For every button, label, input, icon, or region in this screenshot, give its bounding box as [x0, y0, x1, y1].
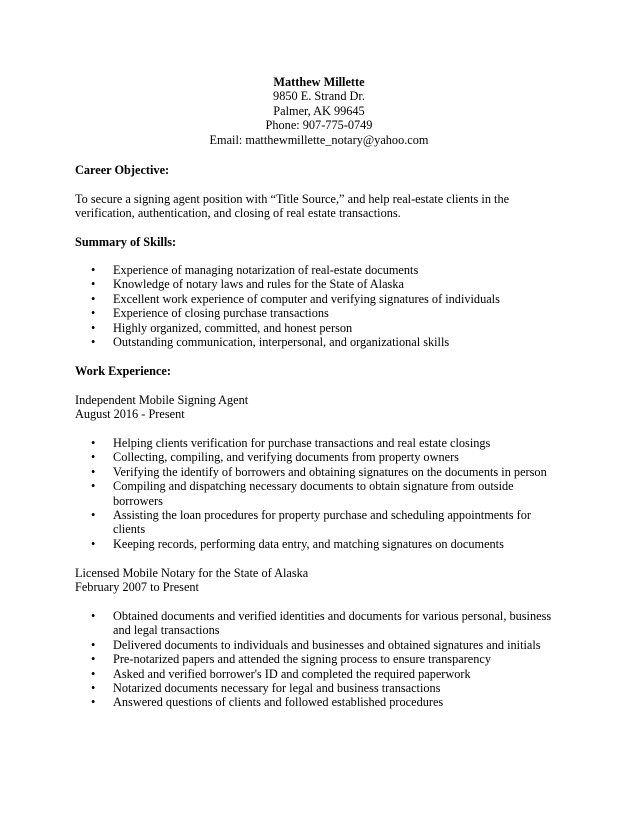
- bullet-icon: •: [91, 464, 96, 479]
- list-item: [75, 609, 565, 638]
- list-item: [75, 292, 565, 306]
- list-item: [75, 667, 565, 681]
- duty-text: Asked and verified borrower's ID and completed the required paperwork: [113, 666, 471, 681]
- duty-text: Assisting the loan procedures for property purchase and scheduling appointments for clients: [113, 508, 531, 537]
- list-item: [75, 465, 565, 479]
- list-item: [75, 306, 565, 320]
- career-objective-heading: Career Objective:: [75, 163, 170, 177]
- list-item: [75, 652, 565, 666]
- list-item: [75, 436, 565, 450]
- bullet-icon: •: [91, 436, 96, 450]
- skill-text: Excellent work experience of computer and verifying signatures of individuals: [113, 291, 500, 306]
- duty-text: Obtained documents and verified identities and documents for various personal, business and legal transactions: [113, 609, 552, 638]
- bullet-icon: •: [91, 450, 96, 465]
- skill-text: Experience of managing notarization of real-estate documents: [113, 263, 419, 277]
- email-line: Email: matthewmillette_notary@yahoo.com: [209, 132, 429, 147]
- contact-header: [0, 75, 638, 147]
- bullet-icon: •: [91, 263, 96, 277]
- list-item: [75, 335, 565, 349]
- skill-text: Highly organized, committed, and honest person: [113, 320, 353, 335]
- duty-text: Helping clients verification for purchase transactions and real estate closings: [113, 436, 491, 450]
- bullet-icon: •: [91, 666, 96, 681]
- duty-text: Answered questions of clients and followed established procedures: [113, 695, 444, 710]
- list-item: [75, 479, 565, 508]
- list-item: [75, 263, 565, 277]
- list-item: [75, 508, 565, 537]
- list-item: [75, 681, 565, 695]
- job-2-duties: [75, 609, 565, 710]
- bullet-icon: •: [91, 320, 96, 335]
- job-dates-2: February 2007 to Present: [75, 580, 199, 594]
- bullet-icon: •: [91, 637, 96, 652]
- bullet-icon: •: [91, 479, 96, 494]
- career-objective-text: To secure a signing agent position with “Title Source,” and help real-estate clients in the verification, authentication, and closing of real estate transactions.: [75, 192, 510, 221]
- duty-text: Verifying the identify of borrowers and obtaining signatures on the documents in person: [113, 464, 547, 479]
- skills-heading: Summary of Skills:: [75, 235, 177, 249]
- bullet-icon: •: [91, 681, 96, 696]
- bullet-icon: •: [91, 277, 96, 292]
- list-item: [75, 450, 565, 464]
- address-line-1: 9850 E. Strand Dr.: [273, 89, 365, 104]
- duty-text: Pre-notarized papers and attended the signing process to ensure transparency: [113, 652, 491, 667]
- list-item: [75, 537, 565, 551]
- bullet-icon: •: [91, 291, 96, 306]
- duty-text: Notarized documents necessary for legal and business transactions: [113, 681, 441, 696]
- bullet-icon: •: [91, 508, 96, 523]
- skill-text: Knowledge of notary laws and rules for the State of Alaska: [113, 277, 404, 292]
- bullet-icon: •: [91, 536, 96, 551]
- list-item: [75, 695, 565, 709]
- job-title-2: Licensed Mobile Notary for the State of Alaska: [75, 566, 309, 580]
- list-item: [75, 277, 565, 291]
- applicant-name: Matthew Millette: [273, 75, 365, 89]
- bullet-icon: •: [91, 652, 96, 667]
- address-line-2: Palmer, AK 99645: [273, 103, 365, 118]
- phone-line: Phone: 907-775-0749: [265, 118, 373, 133]
- duty-text: Compiling and dispatching necessary documents to obtain signature from outside borrowers: [113, 479, 514, 508]
- duty-text: Delivered documents to individuals and businesses and obtained signatures and initials: [113, 637, 541, 652]
- job-title-1: Independent Mobile Signing Agent: [75, 393, 249, 407]
- skill-text: Experience of closing purchase transactions: [113, 306, 329, 321]
- bullet-icon: •: [91, 306, 96, 321]
- bullet-icon: •: [91, 609, 96, 623]
- list-item: [75, 638, 565, 652]
- duty-text: Keeping records, performing data entry, and matching signatures on documents: [113, 536, 504, 551]
- job-1-duties: [75, 436, 565, 551]
- skills-list: [75, 263, 565, 349]
- bullet-icon: •: [91, 335, 96, 350]
- skill-text: Outstanding communication, interpersonal, and organizational skills: [113, 335, 450, 350]
- bullet-icon: •: [91, 695, 96, 710]
- duty-text: Collecting, compiling, and verifying documents from property owners: [113, 450, 459, 465]
- job-dates-1: August 2016 - Present: [75, 407, 185, 421]
- work-experience-heading: Work Experience:: [75, 364, 171, 378]
- list-item: [75, 321, 565, 335]
